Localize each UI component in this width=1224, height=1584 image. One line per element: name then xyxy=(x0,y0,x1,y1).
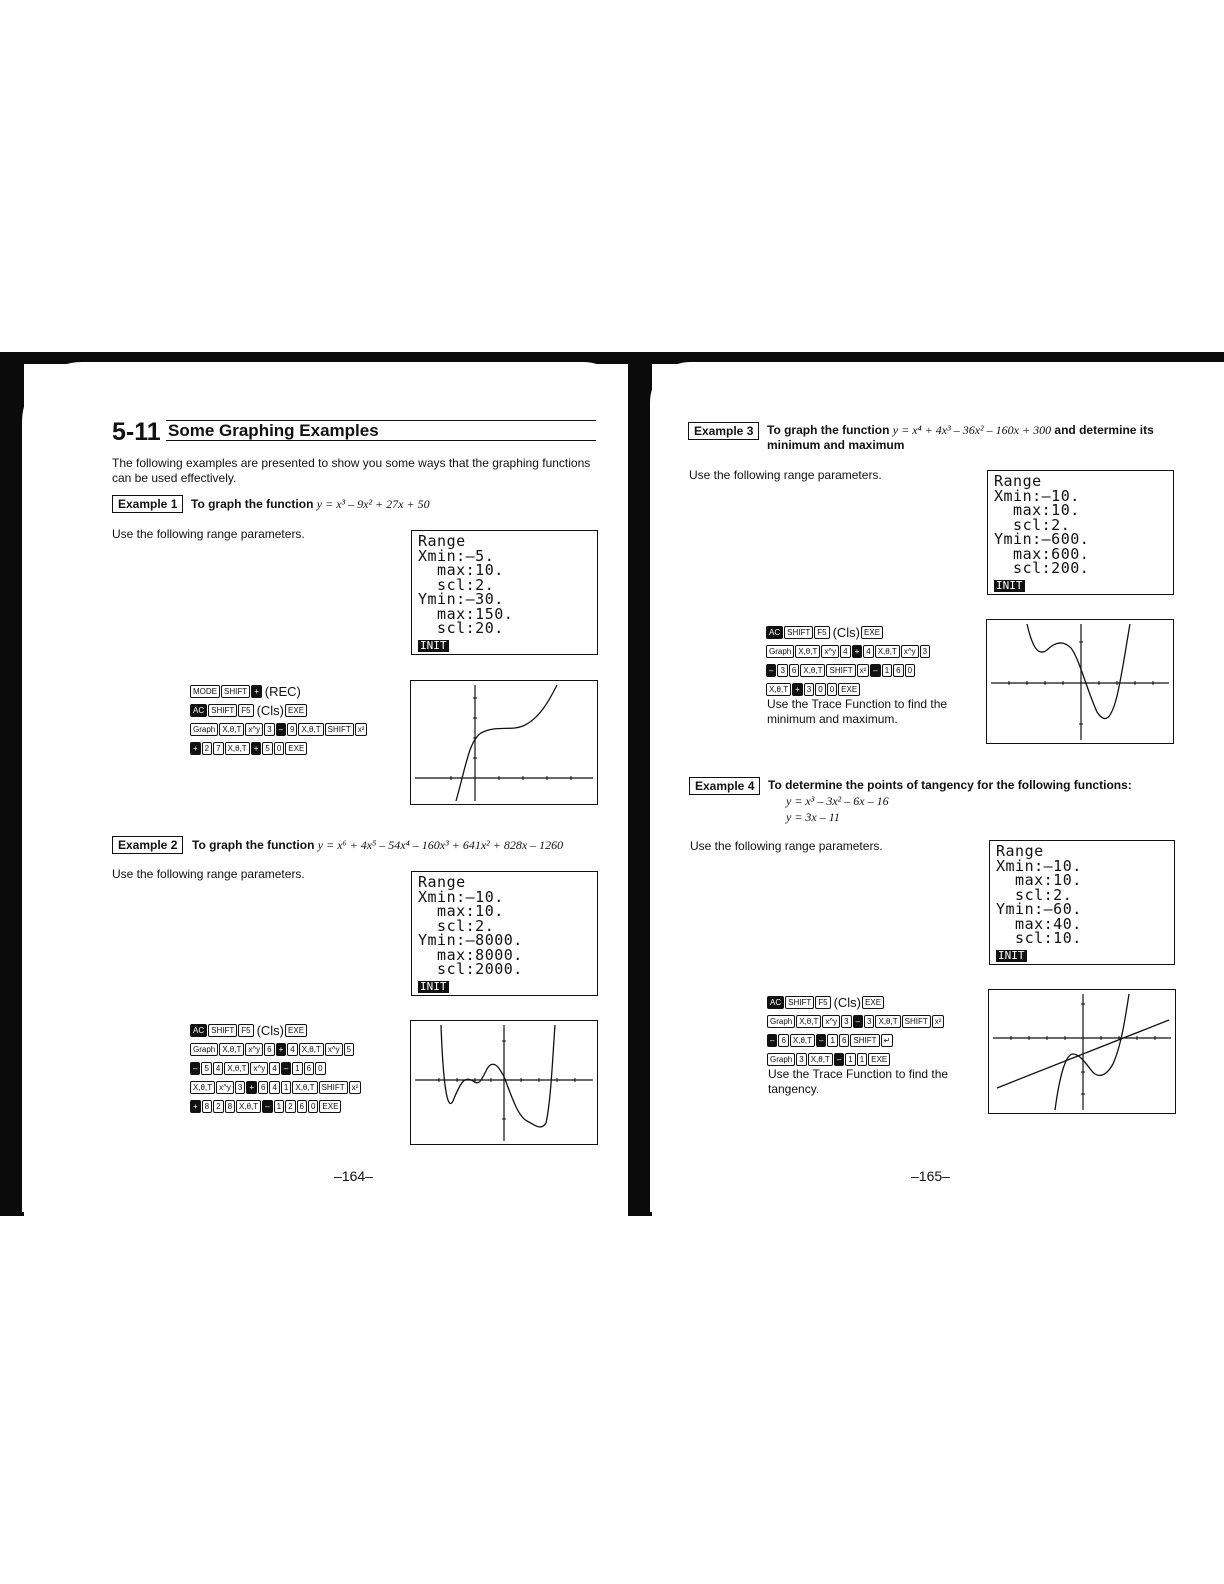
key-row xyxy=(767,1050,944,1068)
key-row xyxy=(766,661,930,679)
calculator-key: EXE xyxy=(868,1053,890,1066)
example2-label: Example 2 xyxy=(112,836,183,854)
calculator-key: – xyxy=(276,723,286,736)
calculator-key: 2 xyxy=(202,742,212,755)
calculator-key: 0 xyxy=(905,664,915,677)
calculator-key: Graph xyxy=(767,1053,795,1066)
page-number-right: –165– xyxy=(911,1168,950,1184)
calculator-key: EXE xyxy=(838,683,860,696)
key-row xyxy=(190,682,367,700)
calculator-key: F5 xyxy=(815,996,830,1009)
calculator-key: SHIFT xyxy=(325,723,354,736)
key-row xyxy=(190,1059,361,1077)
calculator-key: – xyxy=(262,1100,272,1113)
calculator-key: SHIFT xyxy=(784,626,813,639)
calculator-key: x^y xyxy=(821,645,839,658)
calculator-key: 4 xyxy=(269,1062,279,1075)
calculator-key: x^y xyxy=(245,1043,263,1056)
section-rule-top xyxy=(166,420,596,421)
calculator-key: 6 xyxy=(893,664,903,677)
range-line: max:10. xyxy=(418,561,504,579)
calculator-key: 4 xyxy=(269,1081,279,1094)
init-softkey: INIT xyxy=(996,578,1023,592)
key-row xyxy=(766,680,930,698)
example4-key-sequence xyxy=(767,993,944,1069)
example3-graph xyxy=(986,619,1174,744)
calculator-key: X,θ,T xyxy=(224,1062,249,1075)
key-row xyxy=(190,1040,361,1058)
range-line: Range xyxy=(994,472,1042,490)
range-line: Range xyxy=(418,873,466,891)
calculator-key: 3 xyxy=(777,664,787,677)
example4-range-intro: Use the following range parameters. xyxy=(690,839,883,853)
range-line: scl:2. xyxy=(996,885,1073,904)
calculator-key: 1 xyxy=(274,1100,284,1113)
calculator-key: AC xyxy=(767,996,784,1009)
range-line: scl:2000. xyxy=(418,960,523,978)
calculator-key: 6 xyxy=(304,1062,314,1075)
range-line: Ymin:–30. xyxy=(418,590,504,608)
calculator-key: 6 xyxy=(778,1034,788,1047)
example3-note: Use the Trace Function to find the minimum and maximum. xyxy=(767,697,948,726)
example1-range-screen xyxy=(411,530,598,655)
calculator-key: 7 xyxy=(213,742,223,755)
range-line: scl:20. xyxy=(418,619,504,637)
calculator-key: X,θ,T xyxy=(808,1053,833,1066)
key-row xyxy=(190,720,367,738)
calculator-key: EXE xyxy=(319,1100,341,1113)
calculator-key: F5 xyxy=(238,704,253,717)
calculator-key: 8 xyxy=(225,1100,235,1113)
init-softkey: INIT xyxy=(420,638,447,652)
calculator-key: EXE xyxy=(862,996,884,1009)
example4-range-screen xyxy=(989,840,1175,965)
calculator-key: Graph xyxy=(766,645,794,658)
calculator-key: x^y xyxy=(822,1015,840,1028)
range-line: max:600. xyxy=(994,544,1090,563)
page-number-left: –164– xyxy=(334,1168,373,1184)
calculator-key: 1 xyxy=(292,1062,302,1075)
calculator-key: Graph xyxy=(190,1043,218,1056)
calculator-key: X,θ,T xyxy=(219,723,244,736)
calculator-key: x² xyxy=(932,1015,945,1028)
example4-equation2: y = 3x – 11 xyxy=(786,810,840,824)
calculator-key: SHIFT xyxy=(221,685,250,698)
calculator-key: EXE xyxy=(285,1024,307,1037)
calculator-key: X,θ,T xyxy=(236,1100,261,1113)
example2-range-screen xyxy=(411,871,598,996)
example2-title: To graph the function y = x⁶ + 4x⁵ – 54x⁴ – 160x³ + 641x² + 828x – 1260 xyxy=(192,838,564,852)
calculator-key: – xyxy=(870,664,880,677)
book-spine xyxy=(628,352,652,1216)
example2-key-sequence xyxy=(190,1021,361,1116)
calculator-key: 0 xyxy=(308,1100,318,1113)
scan-left-edge xyxy=(0,352,24,1216)
calculator-key: X,θ,T xyxy=(190,1081,215,1094)
calculator-key: 9 xyxy=(287,723,297,736)
range-line: scl:10. xyxy=(996,929,1082,947)
calculator-key: 6 xyxy=(297,1100,307,1113)
range-line: scl:2. xyxy=(418,916,495,935)
range-line: Xmin:–5. xyxy=(418,546,495,565)
calculator-key: X,θ,T xyxy=(292,1081,317,1094)
calculator-key: – xyxy=(281,1062,291,1075)
section-title: Some Graphing Examples xyxy=(168,421,379,440)
calculator-key: + xyxy=(251,742,262,755)
example2-range-intro: Use the following range parameters. xyxy=(112,867,305,881)
calculator-key: F5 xyxy=(814,626,829,639)
calculator-key: 6 xyxy=(789,664,799,677)
calculator-key: SHIFT xyxy=(902,1015,931,1028)
calculator-key: EXE xyxy=(861,626,883,639)
calculator-key: + xyxy=(246,1081,257,1094)
calculator-key: – xyxy=(766,664,776,677)
calculator-key: X,θ,T xyxy=(796,1015,821,1028)
calculator-key: x^y xyxy=(901,645,919,658)
range-line: Ymin:–8000. xyxy=(418,931,523,949)
calculator-key: x² xyxy=(349,1081,362,1094)
calculator-key: 1 xyxy=(882,664,892,677)
calculator-key: 0 xyxy=(315,1062,325,1075)
calculator-key: 3 xyxy=(804,683,814,696)
example2-graph xyxy=(410,1020,598,1145)
calculator-key: + xyxy=(190,1100,201,1113)
calculator-key: 6 xyxy=(264,1043,274,1056)
calculator-key: + xyxy=(852,645,863,658)
calculator-key: 5 xyxy=(344,1043,354,1056)
calculator-key: x^y xyxy=(325,1043,343,1056)
calculator-key: MODE xyxy=(190,685,220,698)
range-line: max:10. xyxy=(418,902,504,920)
range-line: max:10. xyxy=(996,871,1082,889)
calculator-key: + xyxy=(190,742,201,755)
calculator-key: – xyxy=(834,1053,844,1066)
key-row xyxy=(767,1012,944,1030)
range-line: Ymin:–60. xyxy=(996,900,1082,918)
calculator-key: X,θ,T xyxy=(219,1043,244,1056)
calculator-key: 6 xyxy=(258,1081,268,1094)
range-line: Range xyxy=(996,842,1044,860)
calculator-key: X,θ,T xyxy=(875,1015,900,1028)
calculator-key: X,θ,T xyxy=(225,742,250,755)
calculator-key: + xyxy=(792,683,803,696)
example1-range-intro: Use the following range parameters. xyxy=(112,527,305,541)
calculator-key: AC xyxy=(766,626,783,639)
range-line: scl:2. xyxy=(994,515,1071,534)
calculator-key: SHIFT xyxy=(826,664,855,677)
example3-range-intro: Use the following range parameters. xyxy=(689,468,882,482)
example1-label: Example 1 xyxy=(112,495,183,513)
example4-label: Example 4 xyxy=(689,777,760,795)
range-line: scl:200. xyxy=(994,559,1090,577)
range-line: Ymin:–600. xyxy=(994,530,1090,548)
calculator-key: 2 xyxy=(285,1100,295,1113)
calculator-key: x^y xyxy=(216,1081,234,1094)
calculator-key: 5 xyxy=(201,1062,211,1075)
example4-graph xyxy=(988,989,1176,1114)
range-line: Xmin:–10. xyxy=(996,856,1082,875)
calculator-key: X,θ,T xyxy=(766,683,791,696)
key-row xyxy=(190,739,367,757)
calculator-key: 3 xyxy=(264,723,274,736)
calculator-key: Graph xyxy=(190,723,218,736)
calculator-key: 6 xyxy=(839,1034,849,1047)
range-line: scl:2. xyxy=(418,575,495,594)
example1-title: To graph the function y = x³ – 9x² + 27x + 50 xyxy=(191,497,430,511)
calculator-key: SHIFT xyxy=(208,704,237,717)
calculator-key: – xyxy=(816,1034,826,1047)
key-row xyxy=(767,993,944,1011)
key-annotation: (Cls) xyxy=(256,702,285,718)
calculator-key: 3 xyxy=(235,1081,245,1094)
example4-note: Use the Trace Function to find the tangency. xyxy=(768,1067,949,1096)
key-row xyxy=(190,701,367,719)
range-line: max:8000. xyxy=(418,945,523,964)
calculator-key: 0 xyxy=(827,683,837,696)
example4-title: To determine the points of tangency for the following functions: xyxy=(768,778,1132,792)
calculator-key: – xyxy=(853,1015,863,1028)
example3-range-screen xyxy=(987,470,1174,595)
calculator-key: 1 xyxy=(281,1081,291,1094)
calculator-key: 0 xyxy=(815,683,825,696)
calculator-key: AC xyxy=(190,1024,207,1037)
calculator-key: X,θ,T xyxy=(800,664,825,677)
calculator-key: EXE xyxy=(285,742,307,755)
example4-equation1: y = x³ – 3x² – 6x – 16 xyxy=(786,794,889,808)
key-row xyxy=(766,642,930,660)
key-annotation: (Cls) xyxy=(833,994,862,1010)
calculator-key: X,θ,T xyxy=(875,645,900,658)
calculator-key: x² xyxy=(857,664,870,677)
key-row xyxy=(766,623,930,641)
intro-text: The following examples are presented to show you some ways that the graphing functions can be used effectively. xyxy=(112,456,591,485)
key-row xyxy=(190,1078,361,1096)
calculator-key: 0 xyxy=(274,742,284,755)
key-row xyxy=(190,1097,361,1115)
calculator-key: ↵ xyxy=(881,1034,894,1047)
calculator-key: 5 xyxy=(262,742,272,755)
key-annotation: (Cls) xyxy=(256,1022,285,1038)
calculator-key: F5 xyxy=(238,1024,253,1037)
calculator-key: Graph xyxy=(767,1015,795,1028)
calculator-key: SHIFT xyxy=(208,1024,237,1037)
calculator-key: + xyxy=(276,1043,287,1056)
range-line: max:10. xyxy=(994,501,1080,519)
range-line: Range xyxy=(418,532,466,550)
calculator-key: X,θ,T xyxy=(790,1034,815,1047)
section-rule-bottom xyxy=(166,440,596,441)
calculator-key: 1 xyxy=(845,1053,855,1066)
range-line: Xmin:–10. xyxy=(418,887,504,906)
init-softkey: INIT xyxy=(420,979,447,993)
calculator-key: X,θ,T xyxy=(299,1043,324,1056)
calculator-key: SHIFT xyxy=(785,996,814,1009)
calculator-key: x^y xyxy=(250,1062,268,1075)
calculator-key: 1 xyxy=(857,1053,867,1066)
key-row xyxy=(190,1021,361,1039)
range-line: Xmin:–10. xyxy=(994,486,1080,505)
calculator-key: – xyxy=(190,1062,200,1075)
key-row xyxy=(767,1031,944,1049)
calculator-key: 1 xyxy=(827,1034,837,1047)
calculator-key: 4 xyxy=(213,1062,223,1075)
calculator-key: 2 xyxy=(213,1100,223,1113)
example1-graph xyxy=(410,680,598,805)
calculator-key: 4 xyxy=(287,1043,297,1056)
calculator-key: x^y xyxy=(245,723,263,736)
calculator-key: 4 xyxy=(840,645,850,658)
range-line: max:150. xyxy=(418,604,514,623)
calculator-key: X,θ,T xyxy=(298,723,323,736)
section-number: 5-11 xyxy=(112,418,161,446)
calculator-key: 8 xyxy=(202,1100,212,1113)
calculator-key: – xyxy=(767,1034,777,1047)
calculator-key: AC xyxy=(190,704,207,717)
range-line: max:40. xyxy=(996,914,1082,933)
calculator-key: EXE xyxy=(285,704,307,717)
key-annotation: (REC) xyxy=(264,683,301,699)
calculator-key: 3 xyxy=(841,1015,851,1028)
key-annotation: (Cls) xyxy=(832,624,861,640)
example3-key-sequence xyxy=(766,623,930,699)
calculator-key: SHIFT xyxy=(850,1034,879,1047)
calculator-key: 3 xyxy=(864,1015,874,1028)
calculator-key: X,θ,T xyxy=(795,645,820,658)
calculator-key: SHIFT xyxy=(319,1081,348,1094)
calculator-key: + xyxy=(251,685,262,698)
calculator-key: x² xyxy=(355,723,368,736)
example3-title: To graph the function y = x⁴ + 4x³ – 36x² – 160x + 300 and determine its minimum and maximum xyxy=(767,423,1154,452)
calculator-key: 3 xyxy=(796,1053,806,1066)
example1-key-sequence xyxy=(190,682,367,758)
calculator-key: 4 xyxy=(863,645,873,658)
init-softkey: INIT xyxy=(998,948,1025,962)
example3-label: Example 3 xyxy=(688,422,759,440)
calculator-key: 3 xyxy=(920,645,930,658)
